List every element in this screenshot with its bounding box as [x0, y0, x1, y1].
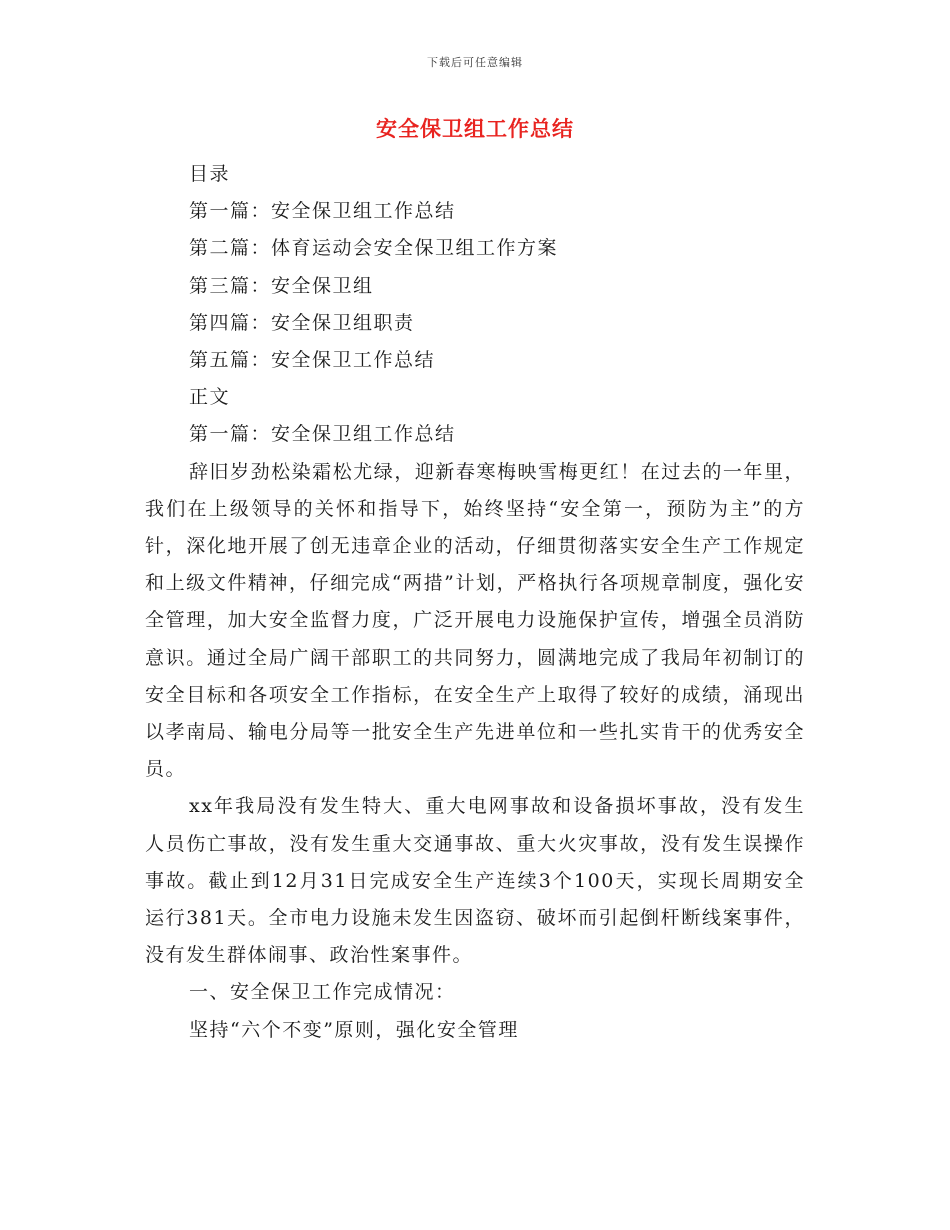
- toc-item-3: 第三篇：安全保卫组: [189, 274, 374, 297]
- body-paragraph: 辞旧岁劲松染霜松尤绿，迎新春寒梅映雪梅更红！在过去的一年里，我们在上级领导的关怀和指导下，始终坚持“安全第一，预防为主”的方针，深化地开展了创无违章企业的活动，仔细贯彻落实安全生产工作规定和上级文件精神，仔细完成“两措”计划，严格执行各项规章制度，强化安全管理，加大安全监督力度，广泛开展电力设施保护宣传，增强全员消防意识。通过全局广阔干部职工的共同努力，圆满地完成了我局年初制订的安全目标和各项安全工作指标，在安全生产上取得了较好的成绩，涌现出以孝南局、输电分局等一批安全生产先进单位和一些扎实肯干的优秀安全员。: [145, 460, 805, 781]
- toc-item-4: 第四篇：安全保卫组职责: [189, 311, 415, 334]
- toc-heading: 目录: [189, 163, 231, 185]
- toc-item-5: 第五篇：安全保卫工作总结: [189, 348, 436, 371]
- body-heading: 正文: [189, 386, 231, 409]
- section-heading: 一、安全保卫工作完成情况：: [189, 981, 456, 1004]
- toc-item-1: 第一篇：安全保卫组工作总结: [189, 200, 456, 223]
- body-paragraph: xx年我局没有发生特大、重大电网事故和设备损坏事故，没有发生人员伤亡事故，没有发生重大交通事故、重大火灾事故，没有发生误操作事故。截止到12月31日完成安全生产连续3个100天，实现长周期安全运行381天。全市电力设施未发生因盗窃、破坏而引起倒杆断线案事件，没有发生群体闹事、政治性案事件。: [145, 795, 805, 967]
- document-content: [145, 156, 805, 1049]
- toc-item-2: 第二篇：体育运动会安全保卫组工作方案: [189, 237, 559, 260]
- document-title: 安全保卫组工作总结: [376, 116, 574, 141]
- subsection-heading: 坚持“六个不变”原则，强化安全管理: [189, 1018, 519, 1041]
- chapter-title: 第一篇：安全保卫组工作总结: [189, 423, 456, 446]
- page-header-note: 下载后可任意编辑: [427, 56, 523, 69]
